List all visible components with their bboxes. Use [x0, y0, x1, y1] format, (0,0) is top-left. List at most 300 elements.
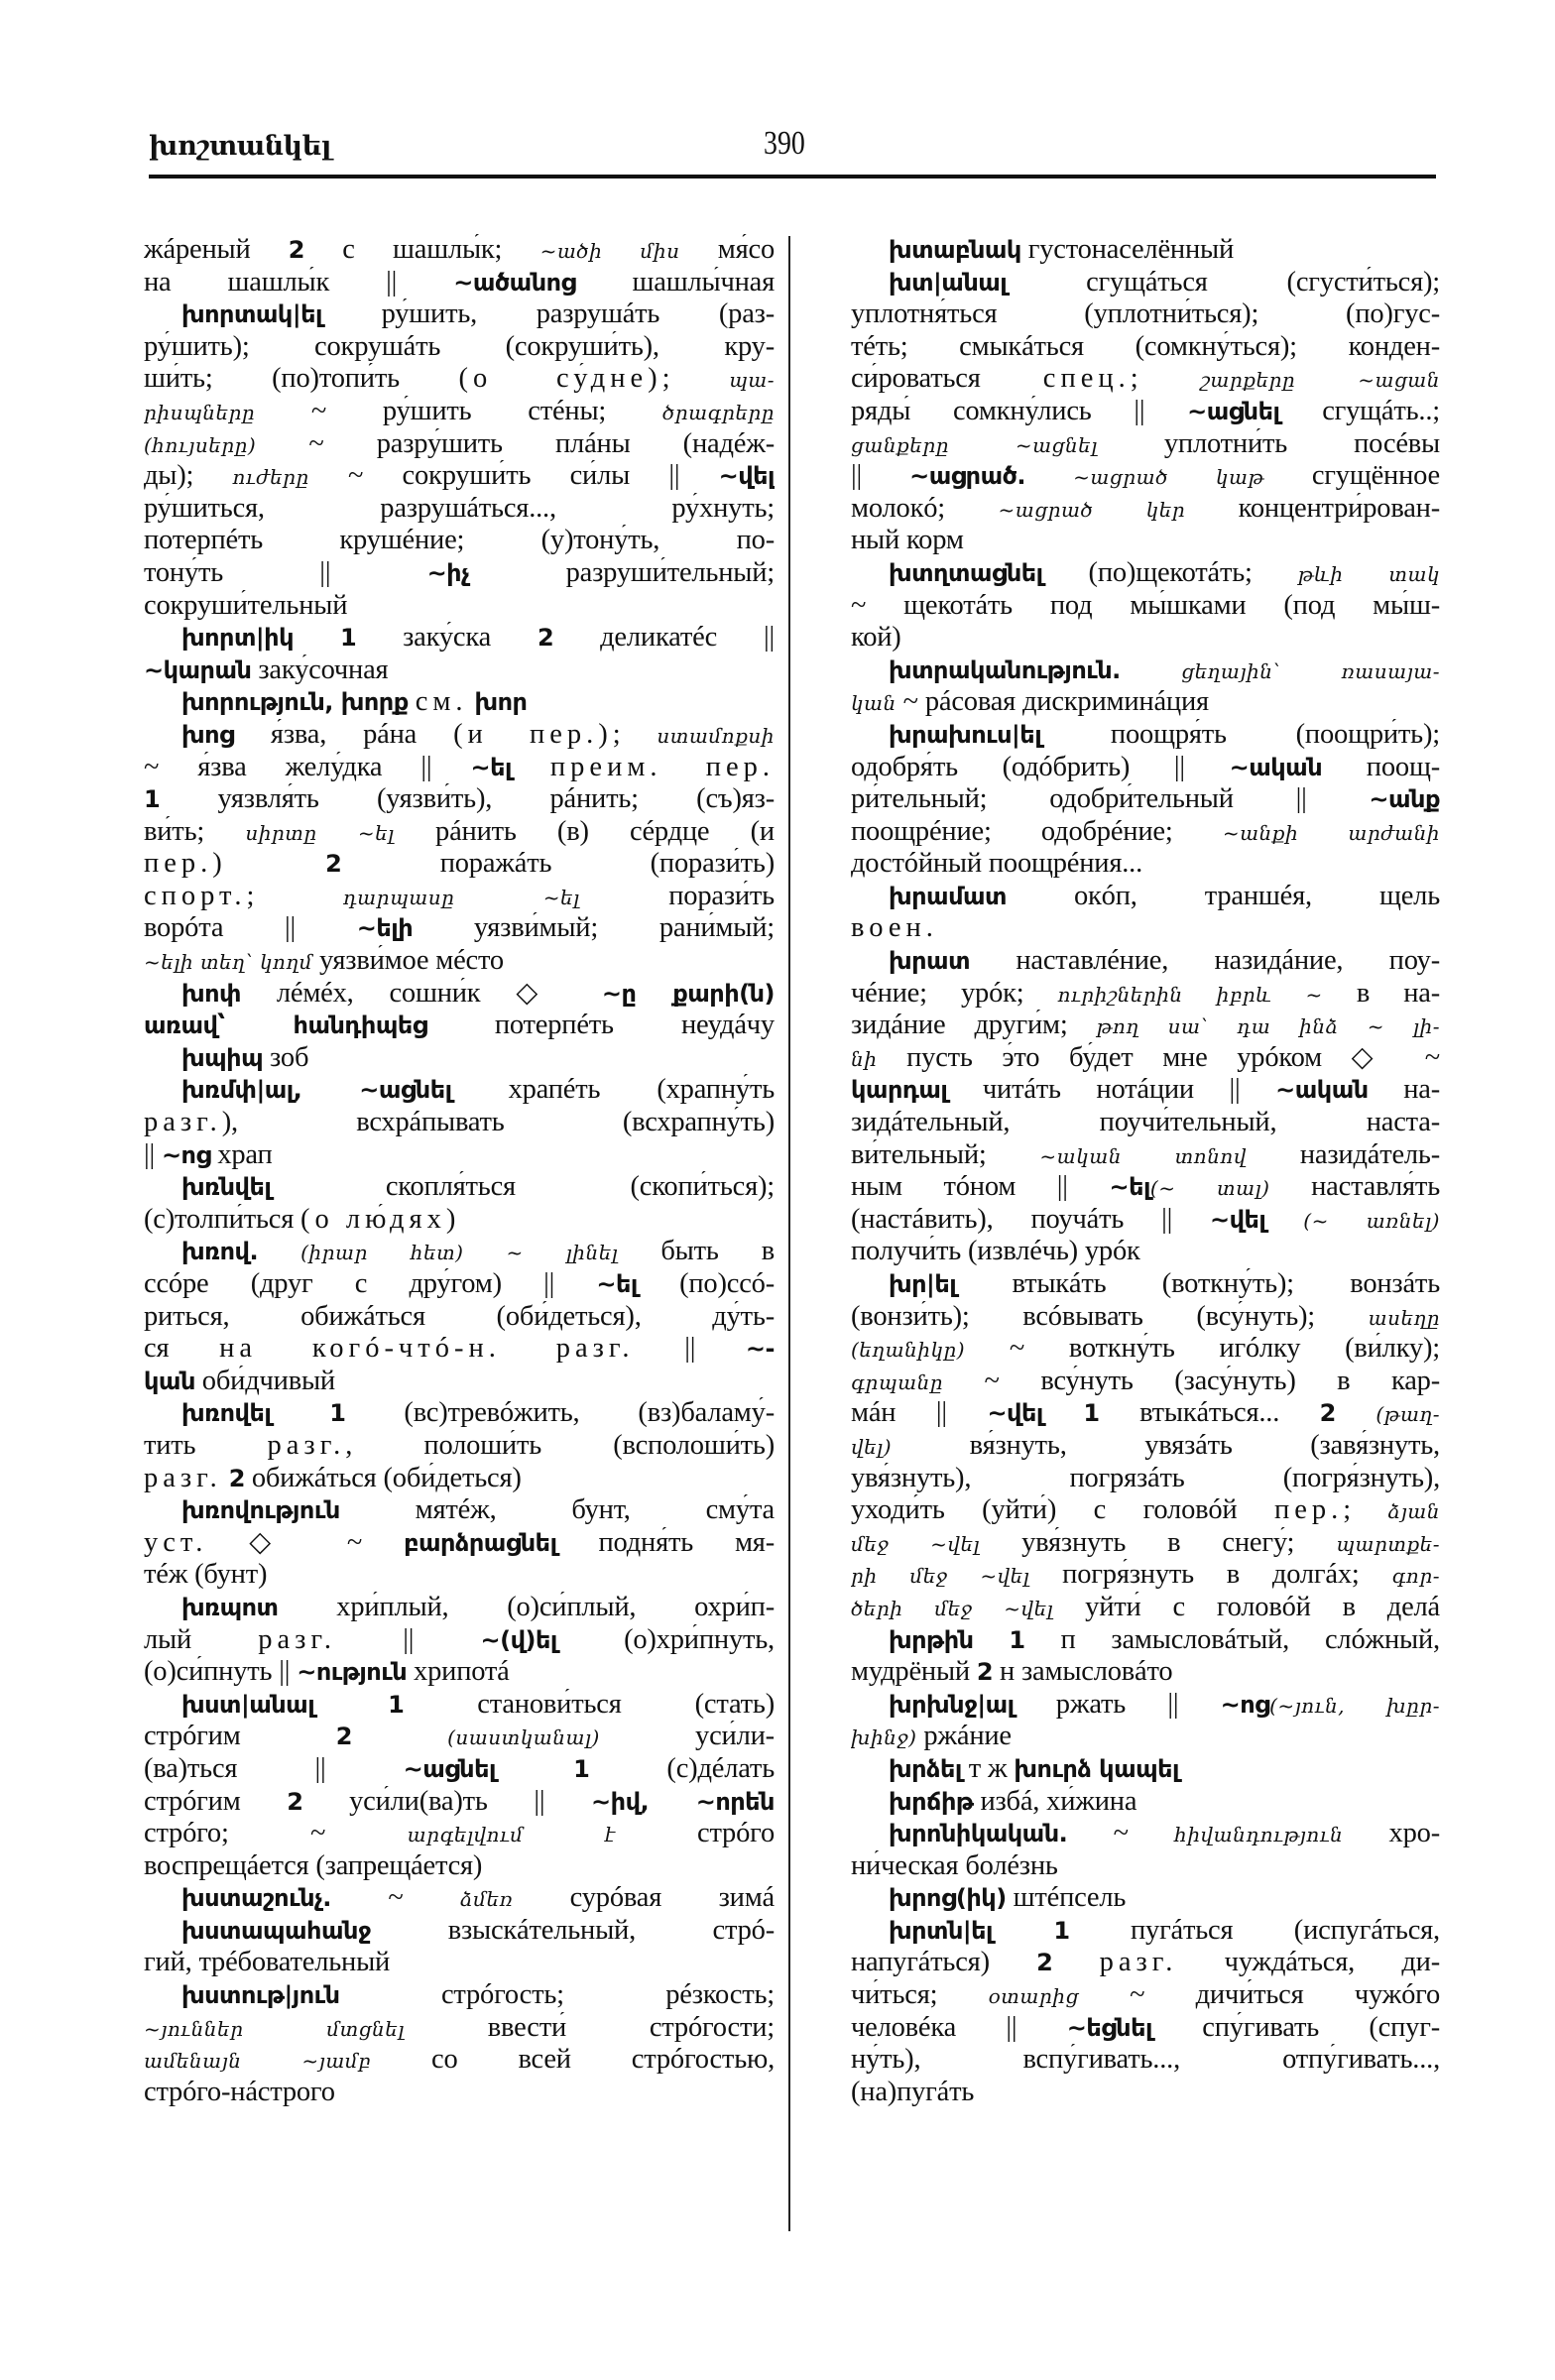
- russian-translation: потерпéть крушéние; (у)тону́ть, по-: [144, 525, 775, 556]
- russian-translation: мя́со: [679, 234, 775, 265]
- russian-translation: деликатéс ||: [553, 622, 775, 654]
- russian-translation: ||: [851, 460, 910, 492]
- usage-label: пер.): [144, 848, 227, 880]
- armenian-example: (~յուն, խըր-: [1269, 1693, 1440, 1718]
- armenian-example: գոր-: [1391, 1564, 1440, 1589]
- dictionary-line: [851, 848, 1440, 881]
- dictionary-line: [144, 945, 775, 978]
- russian-translation: разруши́тельный;: [469, 556, 775, 588]
- russian-translation: сгущённое: [1263, 460, 1440, 492]
- russian-translation: ви́тельный;: [851, 1138, 1040, 1170]
- russian-translation: ши́ть; (по)топи́ть: [144, 363, 459, 395]
- russian-translation: скопля́ться (скопи́ться);: [271, 1171, 775, 1203]
- dictionary-line: [144, 848, 775, 881]
- sense-number: 1: [1053, 1916, 1070, 1945]
- armenian-example: (սաստկանալ): [447, 1726, 600, 1750]
- russian-translation: ||: [336, 1623, 481, 1655]
- russian-translation: тить: [144, 1429, 268, 1461]
- russian-translation: человéка ||: [851, 2011, 1067, 2043]
- left-column: [144, 234, 775, 2108]
- armenian-headword: ~ածանոց: [453, 268, 576, 297]
- russian-translation: стрóго: [615, 1818, 775, 1849]
- armenian-example: ~ացրած կաթ: [1073, 465, 1264, 490]
- dictionary-line: [851, 1850, 1440, 1883]
- armenian-headword: խորտ|իկ: [181, 624, 294, 653]
- armenian-example: ցանքերը ~ացնել: [851, 432, 1098, 457]
- russian-translation: достóйный поощрéния...: [851, 848, 1143, 880]
- russian-translation: заку́сочная: [251, 654, 389, 685]
- armenian-headword: ~ություն: [297, 1658, 408, 1687]
- russian-translation: ~: [1067, 1818, 1175, 1849]
- armenian-headword: խրձել: [889, 1754, 962, 1783]
- dictionary-line: [851, 1463, 1440, 1495]
- armenian-headword: խոփ: [181, 979, 241, 1008]
- russian-translation: в на-: [1322, 977, 1440, 1009]
- armenian-headword: կան: [144, 1367, 195, 1395]
- russian-translation: штéпсель: [1006, 1882, 1127, 1914]
- armenian-example: ասեղը: [1368, 1305, 1440, 1330]
- dictionary-line: [851, 1171, 1440, 1204]
- armenian-headword: խստապահանջ: [181, 1916, 372, 1945]
- russian-translation: [314, 1689, 388, 1720]
- russian-translation: [1025, 460, 1073, 491]
- dictionary-line: [144, 686, 775, 719]
- armenian-headword: բարձրացնել: [404, 1528, 557, 1557]
- russian-translation: сгущáть..;: [1279, 395, 1440, 426]
- armenian-example: ~ական տոնով: [1039, 1143, 1248, 1168]
- dictionary-line: [144, 298, 775, 331]
- dictionary-line: [144, 1074, 775, 1107]
- dictionary-line: [144, 1527, 775, 1560]
- armenian-example: մեջ ~վել: [851, 1531, 981, 1556]
- russian-translation: стрóгим: [144, 1785, 288, 1817]
- russian-translation: (с)толпи́ться: [144, 1203, 301, 1235]
- russian-translation: я́зва, рáна: [233, 718, 454, 750]
- armenian-headword: խորտակ|ել: [181, 300, 322, 329]
- russian-translation: ни́ческая болéзнь: [851, 1849, 1058, 1881]
- russian-translation: уходи́ть (уйти́) с головóй: [851, 1494, 1274, 1526]
- armenian-headword: ~ոց: [161, 1140, 211, 1169]
- dictionary-line: [851, 1527, 1440, 1560]
- russian-translation: одобря́ть (одóбрить) ||: [851, 751, 1230, 782]
- dictionary-line: [851, 2077, 1440, 2109]
- armenian-headword: խրոնիկական.: [889, 1820, 1068, 1848]
- russian-translation: кой): [851, 622, 901, 654]
- sense-number: 1: [388, 1690, 405, 1719]
- russian-translation: со всей стрóгостью,: [371, 2044, 775, 2076]
- russian-translation: хро-: [1343, 1818, 1440, 1849]
- dictionary-line: [144, 1979, 775, 2012]
- russian-translation: лéмéх, сошни́к ◇: [240, 977, 602, 1009]
- russian-translation: стрóгость; рéзкость;: [339, 1979, 775, 2011]
- dictionary-line: [144, 1882, 775, 1915]
- dictionary-line: [851, 1786, 1440, 1819]
- dictionary-line: [851, 881, 1440, 913]
- russian-translation: хрипотá: [407, 1656, 510, 1688]
- russian-translation: пусть э́то бу́дет мне урóком ◇ ~: [877, 1041, 1440, 1073]
- russian-translation: ру́шить); сокрушáть (сокруши́ть), кру-: [144, 330, 775, 362]
- russian-translation: (настáвить), поучáть ||: [851, 1203, 1210, 1235]
- armenian-headword: ~ական: [1275, 1076, 1369, 1105]
- russian-translation: (на)пугáть: [851, 2076, 975, 2107]
- dictionary-line: [851, 978, 1440, 1011]
- armenian-example: թող սա՝ դա ինձ ~ լի-: [1096, 1014, 1440, 1039]
- armenian-headword: խռովել: [181, 1399, 272, 1428]
- russian-translation: поощрéние; одобрéние;: [851, 815, 1223, 847]
- russian-translation: (по)щекотáть;: [1042, 556, 1298, 588]
- armenian-headword: ~անք: [1369, 785, 1440, 814]
- usage-label: пер.: [1274, 1494, 1344, 1526]
- dictionary-line: [851, 1882, 1440, 1915]
- sense-number: 2: [1319, 1399, 1336, 1428]
- russian-translation: ржáние: [916, 1721, 1012, 1752]
- armenian-headword: ~ացրած.: [909, 462, 1026, 491]
- armenian-headword: խրճիթ: [889, 1787, 974, 1816]
- armenian-example: ցեղային՝ ռասայա-: [1181, 658, 1440, 683]
- russian-translation: лый: [144, 1623, 259, 1655]
- dictionary-line: [851, 428, 1440, 461]
- russian-translation: получи́ть (извлéчь) урóк: [851, 1236, 1140, 1267]
- armenian-example: (եղանիկը): [851, 1338, 966, 1363]
- russian-translation: храп: [210, 1138, 273, 1170]
- armenian-example: թևի տակ: [1297, 561, 1440, 586]
- dictionary-line: [851, 1204, 1440, 1237]
- russian-translation: напугáться): [851, 1947, 1037, 1978]
- dictionary-line: [144, 1204, 775, 1237]
- russian-translation: [352, 1721, 447, 1751]
- armenian-headword: ~վել: [718, 462, 775, 491]
- dictionary-line: [851, 1979, 1440, 2012]
- dictionary-line: [144, 460, 775, 493]
- dictionary-line: [144, 1494, 775, 1527]
- dictionary-line: [851, 1753, 1440, 1786]
- dictionary-line: [144, 622, 775, 654]
- russian-translation: ру́шиться, разрушáться..., ру́хнуть;: [144, 492, 775, 524]
- armenian-headword: խրախուս|ել: [889, 720, 1042, 749]
- usage-label: см.: [415, 686, 468, 718]
- dictionary-line: [144, 752, 775, 784]
- sense-number: 1: [339, 624, 357, 653]
- russian-translation: ||: [144, 1138, 162, 1170]
- russian-translation: увя́знуть в снегу́;: [980, 1526, 1337, 1558]
- russian-translation: ;: [1130, 363, 1201, 395]
- dictionary-line: [144, 1010, 775, 1042]
- dictionary-line: [851, 1721, 1440, 1753]
- russian-translation: ри́тельный; одобри́тельный ||: [851, 783, 1370, 815]
- armenian-headword: ~ոց: [1220, 1690, 1270, 1719]
- russian-translation: тéть; смыкáться (сомкну́ться); конден-: [851, 330, 1440, 362]
- russian-translation: ~ щекотáть под мы́шками (под мы́ш-: [851, 589, 1440, 621]
- armenian-example: վել): [851, 1434, 893, 1459]
- russian-translation: ~ я́зва желу́дка ||: [144, 751, 471, 782]
- dictionary-line: [144, 1915, 775, 1948]
- sense-number: 1: [144, 785, 161, 814]
- dictionary-line: [144, 1042, 775, 1075]
- russian-translation: [993, 1915, 1053, 1946]
- right-column: [851, 234, 1440, 2108]
- armenian-headword: ~ել: [1109, 1173, 1150, 1202]
- russian-translation: стрóго-нáстрого: [144, 2076, 335, 2107]
- dictionary-line: [851, 557, 1440, 590]
- russian-translation: на-: [1368, 1074, 1440, 1106]
- armenian-headword: խրխնջ|ալ: [889, 1690, 1015, 1719]
- russian-translation: читáть нотáции ||: [947, 1074, 1276, 1106]
- dictionary-line: [144, 1171, 775, 1204]
- russian-translation: порази́ть: [579, 880, 775, 911]
- armenian-headword: խտաբնակ: [889, 236, 1021, 264]
- russian-translation: сурóвая зимá: [513, 1882, 775, 1914]
- dictionary-line: [851, 1139, 1440, 1172]
- russian-translation: заку́ска: [356, 622, 538, 654]
- russian-translation: обижáться (оби́деться): [244, 1462, 522, 1493]
- dictionary-line: [144, 525, 775, 557]
- header-rule: [149, 175, 1436, 178]
- dictionary-line: [144, 1397, 775, 1430]
- armenian-headword: խռով.: [181, 1238, 259, 1266]
- armenian-headword: խստութ|յուն: [181, 1981, 340, 2010]
- armenian-example: նի: [851, 1046, 878, 1071]
- russian-translation: поражáть (порази́ть): [341, 848, 775, 880]
- armenian-headword: ~ել: [470, 753, 512, 781]
- armenian-example: ծերի մեջ ~վել: [851, 1596, 1054, 1620]
- dictionary-line: [851, 1042, 1440, 1075]
- russian-translation: уйти́ с головóй в делá: [1053, 1591, 1440, 1622]
- armenian-example: ~ել: [357, 820, 395, 845]
- dictionary-line: [144, 1786, 775, 1819]
- russian-translation: густонаселённый: [1020, 234, 1235, 265]
- russian-translation: поощ-: [1322, 751, 1440, 782]
- armenian-headword: խտղտացնել: [889, 558, 1043, 587]
- usage-label: (и пер.): [453, 718, 613, 750]
- armenian-example: (հույսերը): [144, 432, 257, 457]
- russian-translation: поощря́ть (поощри́ть);: [1041, 718, 1440, 750]
- dictionary-line: [144, 331, 775, 364]
- dictionary-line: [144, 557, 775, 590]
- dictionary-line: [851, 719, 1440, 752]
- dictionary-line: [144, 1753, 775, 1786]
- dictionary-line: [144, 1656, 775, 1689]
- russian-translation: тону́ть ||: [144, 556, 427, 588]
- dictionary-line: [144, 363, 775, 396]
- armenian-headword: խորություն, խորք: [181, 688, 409, 717]
- russian-translation: [271, 1397, 329, 1428]
- russian-translation: уси́ли-: [599, 1721, 775, 1752]
- russian-translation: уязвля́ть (уязви́ть), рáнить; (съ)яз-: [160, 783, 775, 815]
- russian-translation: чуждáться, ди-: [1177, 1947, 1440, 1978]
- usage-label: воен.: [851, 912, 938, 944]
- armenian-example: ~ացրած կեր: [998, 497, 1186, 522]
- russian-translation: т ж: [961, 1752, 1015, 1784]
- russian-translation: [1121, 654, 1181, 685]
- armenian-example: ~անքի արժանի: [1222, 820, 1440, 845]
- usage-label: разг.: [144, 1107, 222, 1138]
- armenian-headword: խպիպ: [181, 1043, 264, 1072]
- armenian-example: ուրիշներին իբրև ~: [1057, 982, 1323, 1007]
- armenian-headword: խռպոտ: [181, 1593, 279, 1621]
- dictionary-line: [851, 363, 1440, 396]
- armenian-headword: խրթին: [889, 1625, 974, 1654]
- russian-translation: молокó;: [851, 492, 999, 524]
- russian-translation: ряды́ сомкну́лись ||: [851, 395, 1188, 426]
- dictionary-line: [144, 1559, 775, 1592]
- armenian-headword: խրատ: [889, 947, 970, 976]
- armenian-headword: խրամատ: [889, 882, 1007, 910]
- russian-translation: ~: [330, 1882, 461, 1914]
- armenian-headword: ~իվ, ~որեն: [591, 1787, 775, 1816]
- russian-translation: [409, 686, 416, 717]
- dictionary-line: [144, 881, 775, 913]
- russian-translation: [258, 1236, 300, 1266]
- russian-translation: [1043, 1397, 1084, 1428]
- dictionary-line: [851, 752, 1440, 784]
- russian-translation: ссóре (друг с дру́гом) ||: [144, 1268, 597, 1299]
- russian-translation: быть в: [618, 1236, 775, 1267]
- dictionary-line: [144, 590, 775, 623]
- russian-translation: уси́ли(ва)ть ||: [302, 1785, 592, 1817]
- dictionary-line: [851, 2012, 1440, 2045]
- russian-translation: сгущáться (сгусти́ться);: [1007, 266, 1440, 298]
- dictionary-line: [144, 396, 775, 428]
- russian-translation: ;: [1343, 1494, 1388, 1526]
- russian-translation: стрóгим: [144, 1721, 336, 1752]
- armenian-headword: ~եցնել: [1066, 2013, 1152, 2042]
- russian-translation: погря́знуть в долгáх;: [1029, 1559, 1392, 1591]
- russian-translation: на шашлы́к ||: [144, 266, 454, 298]
- sense-number: 2: [287, 1787, 303, 1816]
- armenian-example: ուժերը: [232, 465, 309, 490]
- russian-translation: тéж (бунт): [144, 1559, 268, 1591]
- russian-translation: уязви́мый; рани́мый;: [413, 912, 775, 944]
- usage-label: разг.: [258, 1623, 337, 1655]
- usage-label: разг.: [144, 1462, 222, 1493]
- russian-translation: си́роваться: [851, 363, 1043, 395]
- russian-translation: ;: [246, 880, 343, 911]
- russian-translation: [974, 1624, 1010, 1655]
- dictionary-line: [144, 1689, 775, 1722]
- russian-translation: ;: [612, 718, 658, 750]
- russian-translation: ну́ть), вспу́гивать..., отпу́гивать...,: [851, 2044, 1440, 2076]
- armenian-example: դարպասը ~ել: [342, 885, 580, 909]
- dictionary-line: [851, 267, 1440, 299]
- sense-number: 2: [976, 1658, 994, 1687]
- armenian-example: կան: [851, 691, 897, 716]
- guide-word: խոշտանկել: [149, 131, 331, 161]
- russian-translation: зидáние други́м;: [851, 1010, 1097, 1041]
- russian-translation: ~ дичи́ться чужóго: [1078, 1979, 1440, 2011]
- armenian-example: ձմեռ: [460, 1887, 514, 1912]
- dictionary-line: [851, 2044, 1440, 2077]
- usage-label: (о су́дне): [458, 363, 662, 395]
- dictionary-line: [851, 1236, 1440, 1268]
- dictionary-line: [851, 654, 1440, 687]
- russian-translation: втыкáться...: [1099, 1397, 1320, 1429]
- armenian-example: (~ տալ): [1149, 1176, 1270, 1201]
- armenian-headword: ~ացնել: [1187, 397, 1280, 425]
- russian-translation: [512, 752, 550, 782]
- dictionary-line: [851, 590, 1440, 623]
- russian-translation: хри́плый, (о)си́плый, охри́п-: [278, 1591, 775, 1622]
- armenian-headword: խռմփ|ալ, ~ացնել: [181, 1076, 452, 1105]
- armenian-headword: խր|ել: [889, 1270, 957, 1298]
- dictionary-line: [144, 1463, 775, 1495]
- dictionary-line: [144, 267, 775, 299]
- dictionary-line: [144, 2012, 775, 2045]
- dictionary-line: [144, 1301, 775, 1334]
- armenian-headword: ~կարան: [144, 655, 252, 684]
- armenian-example: ստամոքսի: [657, 723, 775, 748]
- dictionary-line: [851, 622, 1440, 654]
- dictionary-line: [851, 1074, 1440, 1107]
- dictionary-line: [144, 1624, 775, 1657]
- armenian-headword: խրոց(իկ): [889, 1884, 1007, 1913]
- dictionary-line: [144, 1333, 775, 1366]
- russian-translation: с шашлы́к;: [303, 234, 540, 265]
- russian-translation: ~ воткну́ть игóлку (ви́лку);: [965, 1333, 1440, 1365]
- russian-translation: зоб: [263, 1041, 309, 1073]
- armenian-headword: խստ|անալ: [181, 1690, 315, 1719]
- dictionary-line: [851, 1010, 1440, 1042]
- armenian-headword: ~ը քարի(ն): [601, 979, 775, 1008]
- russian-translation: наставля́ть: [1269, 1171, 1440, 1203]
- russian-translation: (о)хри́пнуть,: [556, 1623, 775, 1655]
- russian-translation: [496, 1753, 573, 1784]
- dictionary-line: [851, 816, 1440, 849]
- dictionary-line: [851, 1268, 1440, 1301]
- dictionary-line: [851, 686, 1440, 719]
- dictionary-line: [851, 1624, 1440, 1657]
- dictionary-line: [144, 654, 775, 687]
- armenian-example: ձյան: [1387, 1499, 1440, 1524]
- dictionary-line: [144, 1850, 775, 1883]
- russian-translation: [227, 848, 325, 879]
- dictionary-line: [144, 1947, 775, 1979]
- dictionary-line: [144, 2044, 775, 2077]
- sense-number: 1: [573, 1754, 590, 1783]
- armenian-example: րիսպները: [144, 400, 256, 424]
- russian-translation: станови́ться (стать): [404, 1688, 775, 1720]
- russian-translation: ~ всу́нуть (засу́нуть) в кар-: [943, 1365, 1440, 1396]
- dictionary-line: [144, 493, 775, 526]
- usage-label: разг.: [267, 1429, 346, 1461]
- dictionary-line: [144, 1236, 775, 1268]
- usage-label: разг.: [1099, 1947, 1178, 1978]
- russian-translation: ви́ть;: [144, 815, 246, 847]
- russian-translation: зидáтельный, поучи́тельный, наста-: [851, 1107, 1440, 1138]
- armenian-headword: առավ՝ հանդիպեց: [144, 1012, 427, 1040]
- armenian-headword: ~իչ: [426, 558, 470, 587]
- russian-translation: [1265, 1204, 1303, 1235]
- russian-translation: (по)ссó-: [637, 1268, 775, 1299]
- dictionary-line: [851, 1301, 1440, 1334]
- armenian-example: շարքերը ~ացան: [1200, 368, 1440, 393]
- armenian-example: ~ելի տեղ՝ կողմ: [144, 950, 313, 975]
- usage-label: на когó-чтó-н. разг.: [219, 1333, 635, 1365]
- russian-translation: ввести́ стрóгости;: [404, 2011, 775, 2043]
- dictionary-line: [851, 1559, 1440, 1592]
- dictionary-line: [144, 1139, 775, 1172]
- russian-translation: ся: [144, 1333, 220, 1365]
- dictionary-line: [851, 1494, 1440, 1527]
- dictionary-line: [144, 783, 775, 816]
- page-number: 390: [764, 125, 805, 162]
- dictionary-line: [851, 1656, 1440, 1689]
- russian-translation: спу́гивать (спуг-: [1151, 2011, 1440, 2043]
- dictionary-line: [144, 816, 775, 849]
- russian-translation: назидáтель-: [1247, 1138, 1440, 1170]
- dictionary-line: [851, 525, 1440, 557]
- russian-translation: вя́знуть, увязáть (завя́знуть,: [892, 1429, 1440, 1461]
- dictionary-line: [851, 1430, 1440, 1463]
